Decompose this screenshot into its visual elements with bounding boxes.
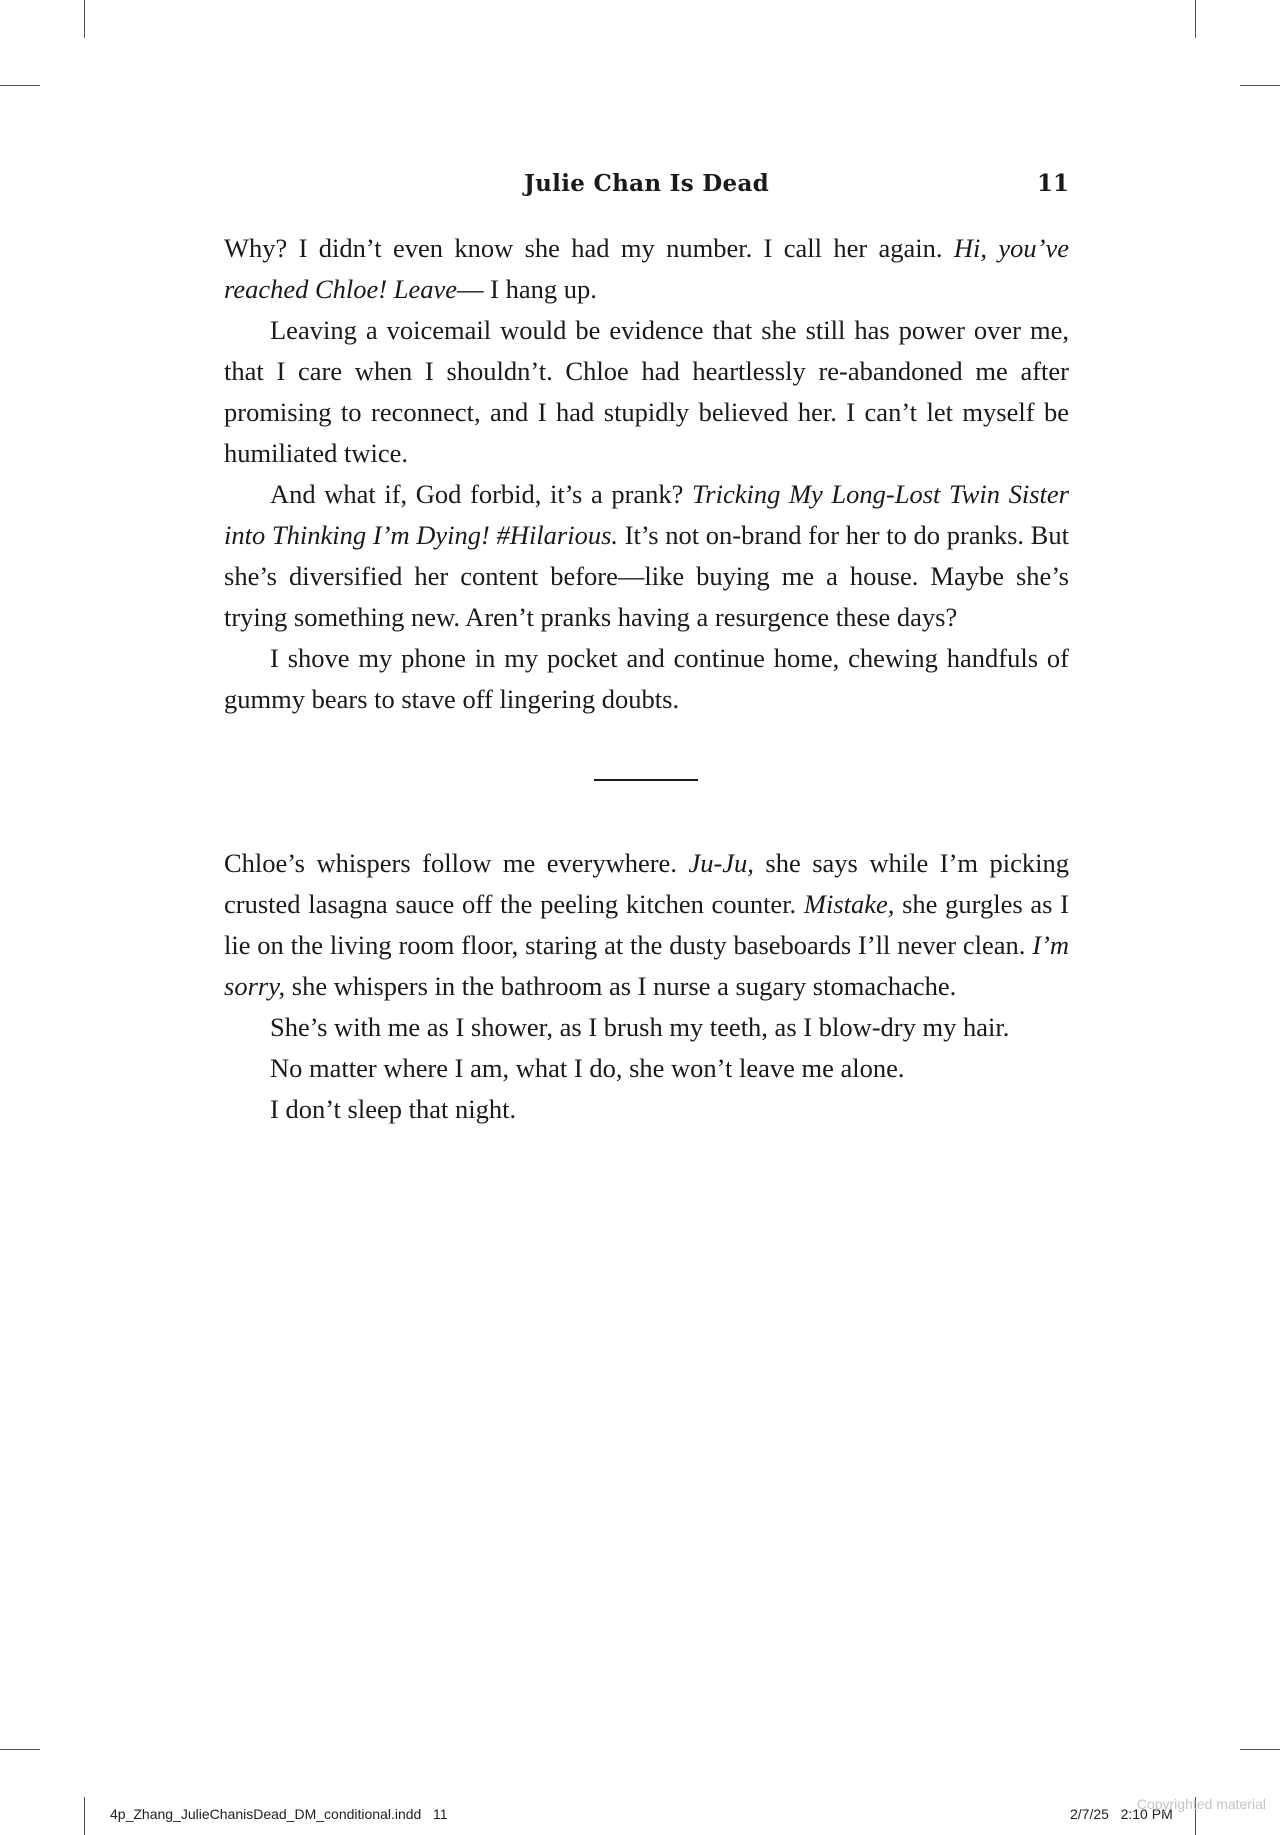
copyright-watermark: Copyrighted material: [1136, 1796, 1266, 1812]
crop-mark-top-right: [1195, 0, 1196, 38]
crop-mark-left-upper: [0, 85, 40, 86]
paragraph-2: Leaving a voicemail would be evidence that she still has power over me, that I care when I shouldn’t. Chloe had heartlessly re-abandoned me after promising to reconnect, and I had stupidly believed her. I can’t let myself be humiliated twice.: [224, 315, 1069, 468]
running-head: [224, 170, 1069, 204]
paragraph-6: She’s with me as I shower, as I brush my teeth, as I blow-dry my hair.: [270, 1012, 1010, 1042]
section-two: [224, 843, 1069, 1130]
crop-mark-right-upper: [1240, 85, 1280, 86]
paragraph-7: No matter where I am, what I do, she won’t leave me alone.: [270, 1053, 905, 1083]
section-break-rule: [594, 779, 698, 781]
paragraph-3: And what if, God forbid, it’s a prank? Tricking My Long-Lost Twin Sister into Thinking I’m Dying! #Hilarious. It’s not on-brand for her to do pranks. But she’s diversified her content before—like buying me a house. Maybe she’s trying something new. Aren’t pranks having a resurgence these days?: [224, 479, 1069, 632]
crop-mark-left-lower: [0, 1749, 40, 1750]
print-timestamp: 2/7/25 2:10 PM: [1070, 1806, 1173, 1822]
paragraph-8: I don’t sleep that night.: [270, 1094, 517, 1124]
section-one: [224, 228, 1069, 720]
crop-mark-bottom-left: [84, 1797, 85, 1835]
crop-mark-right-lower: [1240, 1749, 1280, 1750]
crop-mark-top-left: [84, 0, 85, 38]
prank-video-title: Tricking My Long-Lost Twin Sister into Thinking I’m Dying! #Hilarious.: [224, 479, 1069, 550]
paragraph-5: Chloe’s whispers follow me everywhere. Ju-Ju, she says while I’m picking crusted lasagna sauce off the peeling kitchen counter. Mistake, she gurgles as I lie on the living room floor, staring at the dusty baseboards I’ll never clean. I’m sorry, she whispers in the bathroom as I nurse a sugary stomachache.: [224, 848, 1069, 1001]
voicemail-greeting: Hi, you’ve reached Chloe! Leave: [224, 233, 1069, 304]
page-number: 11: [1036, 170, 1069, 197]
paragraph-4: I shove my phone in my pocket and continue home, chewing handfuls of gummy bears to stave off lingering doubts.: [224, 643, 1069, 714]
book-title: Julie Chan Is Dead: [523, 170, 770, 197]
file-slug: 4p_Zhang_JulieChanisDead_DM_conditional.indd 11: [110, 1806, 448, 1822]
paragraph-1: Why? I didn’t even know she had my number. I call her again. Hi, you’ve reached Chloe! Leave— I hang up.: [224, 233, 1069, 304]
